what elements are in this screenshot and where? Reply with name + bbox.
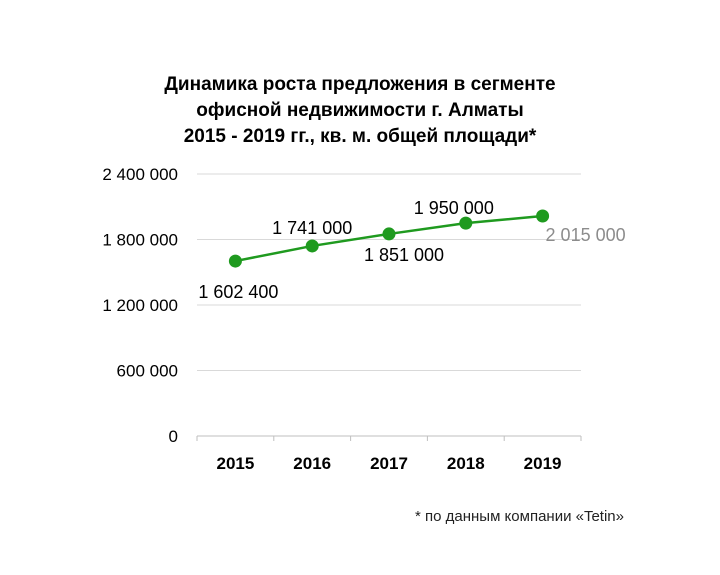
data-label: 2 015 000: [545, 225, 626, 246]
data-label: 1 741 000: [272, 217, 353, 238]
x-tick-label: 2019: [523, 454, 562, 473]
data-point: [536, 210, 549, 223]
y-tick-label: 0: [168, 427, 178, 446]
data-point: [383, 227, 396, 240]
source-footnote: * по данным компании «Tetin»: [415, 508, 624, 525]
y-tick-label: 1 800 000: [102, 230, 178, 250]
x-tick-label: 2018: [446, 454, 485, 473]
grid-lines: [197, 174, 581, 371]
y-tick-label: 600 000: [116, 361, 178, 381]
chart-title-line-2: офисной недвижимости г. Алматы: [196, 100, 524, 121]
x-tick-label: 2017: [370, 454, 408, 473]
x-tick-label: 2015: [216, 454, 255, 473]
data-point: [306, 239, 319, 252]
data-label: 1 602 400: [198, 282, 279, 303]
data-label: 1 950 000: [413, 198, 494, 219]
data-point: [229, 255, 242, 268]
data-label: 1 851 000: [363, 244, 445, 265]
x-tick-label: 2016: [293, 454, 332, 473]
data-labels: [198, 198, 625, 302]
x-axis-ticks: [216, 454, 561, 473]
y-tick-label: 2 400 000: [102, 165, 178, 184]
data-point: [459, 217, 472, 230]
chart-title-line-3: 2015 - 2019 гг., кв. м. общей площади*: [183, 126, 537, 147]
y-axis-ticks: [102, 165, 178, 446]
chart-title-line-1: Динамика роста предложения в сегменте: [164, 74, 556, 95]
y-tick-label: 1 200 000: [102, 296, 178, 315]
x-axis: [197, 436, 581, 441]
